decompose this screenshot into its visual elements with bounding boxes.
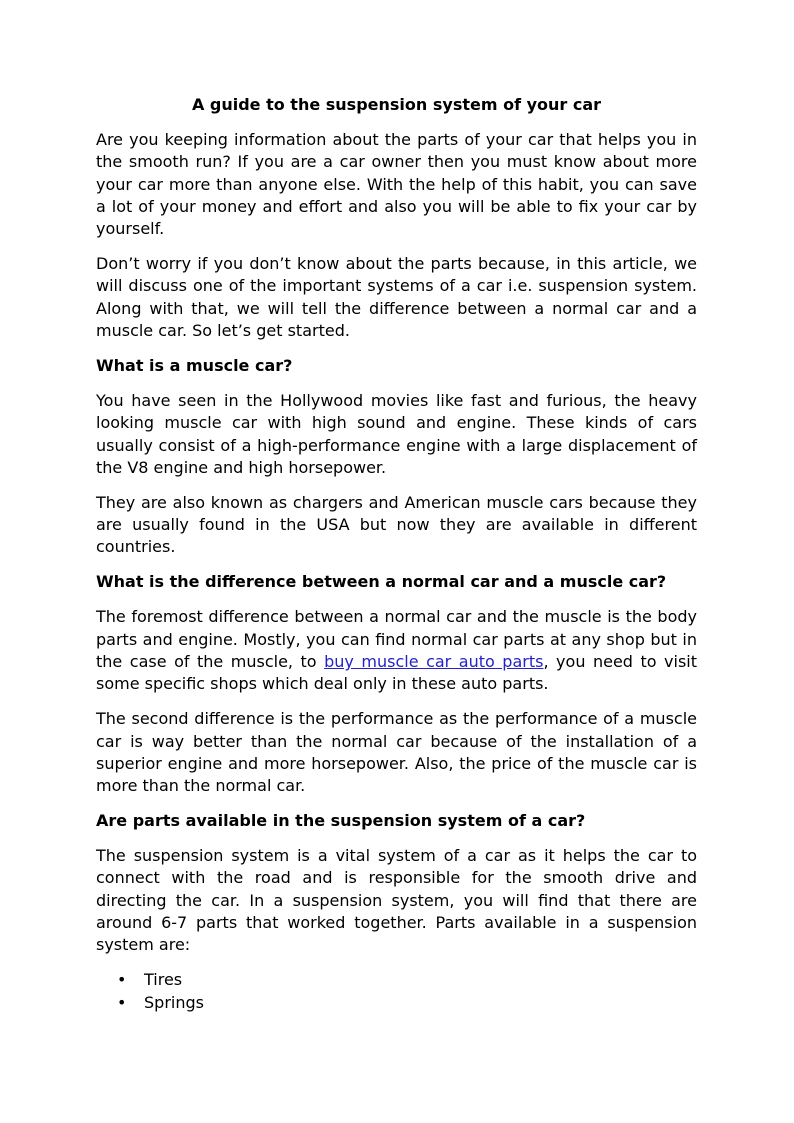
difference-text-after-link: , you need to visit some specific shops which deal only in these auto parts. bbox=[96, 652, 698, 694]
intro-paragraph-2: Don’t worry if you don’t know about the parts because, in this article, we will discuss one of the important systems of a car i.e. suspension system. Along with that, we will tell the difference between a normal car and a muscle car. So let’s get started. bbox=[96, 254, 697, 341]
difference-paragraph-1 bbox=[96, 606, 697, 695]
list-item bbox=[96, 992, 697, 1014]
list-item bbox=[96, 969, 697, 991]
section-heading-suspension-parts: Are parts available in the suspension system of a car? bbox=[96, 811, 586, 831]
bullet-icon: • bbox=[117, 992, 127, 1012]
bullet-icon: • bbox=[117, 970, 127, 990]
difference-text-before-link: The foremost difference between a normal car and the muscle is the body parts and engine. Mostly, you can find normal car parts at any shop but in the case of the muscle, to bbox=[96, 607, 697, 672]
difference-paragraph-2: The second difference is the performance as the performance of a muscle car is way better than the normal car because of the installation of a superior engine and more horsepower. Also, the price of the muscle car is more than the normal car. bbox=[96, 709, 697, 796]
suspension-paragraph-1: The suspension system is a vital system of a car as it helps the car to connect with the road and is responsible for the smooth drive and directing the car. In a suspension system, you will find that there are around 6-7 parts that worked together. Parts available in a suspension system are: bbox=[96, 846, 697, 955]
section-heading-muscle-car: What is a muscle car? bbox=[96, 356, 293, 376]
suspension-parts-list bbox=[96, 969, 697, 1014]
list-item-label: Tires bbox=[144, 970, 183, 990]
section-heading-difference: What is the difference between a normal car and a muscle car? bbox=[96, 572, 667, 592]
muscle-car-paragraph-1: You have seen in the Hollywood movies like fast and furious, the heavy looking muscle car with high sound and engine. These kinds of cars usually consist of a high-performance engine with a large displacement of the V8 engine and high horsepower. bbox=[96, 391, 697, 477]
muscle-car-paragraph-2: They are also known as chargers and American muscle cars because they are usually found in the USA but now they are available in different countries. bbox=[96, 492, 697, 557]
document-title: A guide to the suspension system of your car bbox=[191, 95, 602, 114]
muscle-car-parts-link[interactable]: buy muscle car auto parts bbox=[324, 652, 544, 672]
intro-paragraph-1: Are you keeping information about the parts of your car that helps you in the smooth run? If you are a car owner then you must know about more your car more than anyone else. With the help of this habit, you can save a lot of your money and effort and also you will be able to fix your car by yourself. bbox=[96, 129, 697, 239]
list-item-label: Springs bbox=[144, 992, 204, 1012]
document-body bbox=[96, 94, 697, 1014]
